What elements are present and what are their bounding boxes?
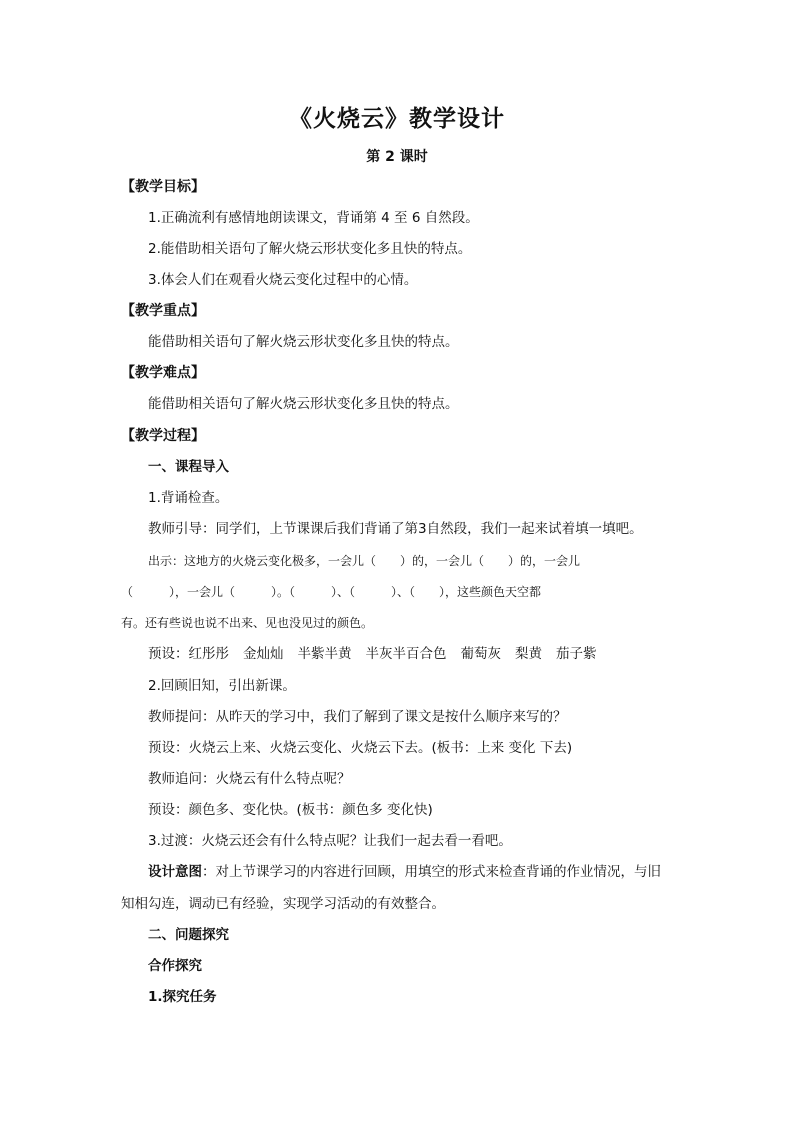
key-points-text: 能借助相关语句了解火烧云形状变化多且快的特点。 <box>148 334 459 350</box>
color-term: 半紫半黄 <box>297 646 352 662</box>
preset-answer-text: 预设：火烧云上来、火烧云变化、火烧云下去。(板书：上来 变化 下去) <box>148 740 573 756</box>
goal-item: 3.体会人们在观看火烧云变化过程中的心情。 <box>148 272 418 288</box>
teacher-question-text: 教师提问：从昨天的学习中，我们了解到了课文是按什么顺序来写的？ <box>148 709 567 725</box>
key-points-heading: 【教学重点】 <box>121 303 205 319</box>
preset-colors-row <box>148 644 611 664</box>
document-title: 《火烧云》教学设计 <box>289 106 505 132</box>
goal-item: 2.能借助相关语句了解火烧云形状变化多且快的特点。 <box>148 241 472 257</box>
part2-title: 二、问题探究 <box>148 927 229 943</box>
exercise-line: （ ），一会儿（ ）。（ ）、（ ）、（ ），这些颜色天空都 <box>121 585 542 599</box>
color-term: 红彤彤 <box>188 646 229 662</box>
color-term: 梨黄 <box>515 646 542 662</box>
design-intent-label: 设计意图 <box>148 864 202 880</box>
step3-text: 3.过渡：火烧云还会有什么特点呢？让我们一起去看一看吧。 <box>148 833 512 849</box>
color-term: 金灿灿 <box>243 646 284 662</box>
design-intent-line <box>148 862 661 882</box>
difficult-points-text: 能借助相关语句了解火烧云形状变化多且快的特点。 <box>148 396 459 412</box>
process-heading: 【教学过程】 <box>121 428 205 444</box>
lesson-period: 第 2 课时 <box>366 149 428 165</box>
step2-text: 2.回顾旧知，引出新课。 <box>148 678 296 694</box>
step1-text: 1.背诵检查。 <box>148 490 229 506</box>
teacher-followup-text: 教师追问：火烧云有什么特点呢？ <box>148 771 351 787</box>
color-term: 葡萄灰 <box>460 646 501 662</box>
preset-label: 预设： <box>148 646 189 662</box>
difficult-points-heading: 【教学难点】 <box>121 365 205 381</box>
preset-answer-text: 预设：颜色多、变化快。(板书：颜色多 变化快) <box>148 802 433 818</box>
cooperative-inquiry-title: 合作探究 <box>148 958 202 974</box>
exercise-line: 出示：这地方的火烧云变化极多，一会儿（ ）的，一会儿（ ）的，一会儿 <box>148 554 581 568</box>
goal-item: 1.正确流利有感情地朗读课文，背诵第 4 至 6 自然段。 <box>148 210 479 226</box>
inquiry-task-title: 1.探究任务 <box>148 989 217 1005</box>
design-intent-text: ：对上节课学习的内容进行回顾，用填空的形式来检查背诵的作业情况，与旧 <box>202 864 661 880</box>
design-intent-text-cont: 知相勾连，调动已有经验，实现学习活动的有效整合。 <box>121 896 445 912</box>
exercise-line: 有。还有些说也说不出来、见也没见过的颜色。 <box>121 616 374 630</box>
goals-heading: 【教学目标】 <box>121 179 205 195</box>
color-term: 茄子紫 <box>556 646 597 662</box>
color-term: 半灰半百合色 <box>365 646 447 662</box>
part1-title: 一、课程导入 <box>148 459 229 475</box>
teacher-guide-text: 教师引导：同学们，上节课课后我们背诵了第3自然段，我们一起来试着填一填吧。 <box>148 521 643 537</box>
